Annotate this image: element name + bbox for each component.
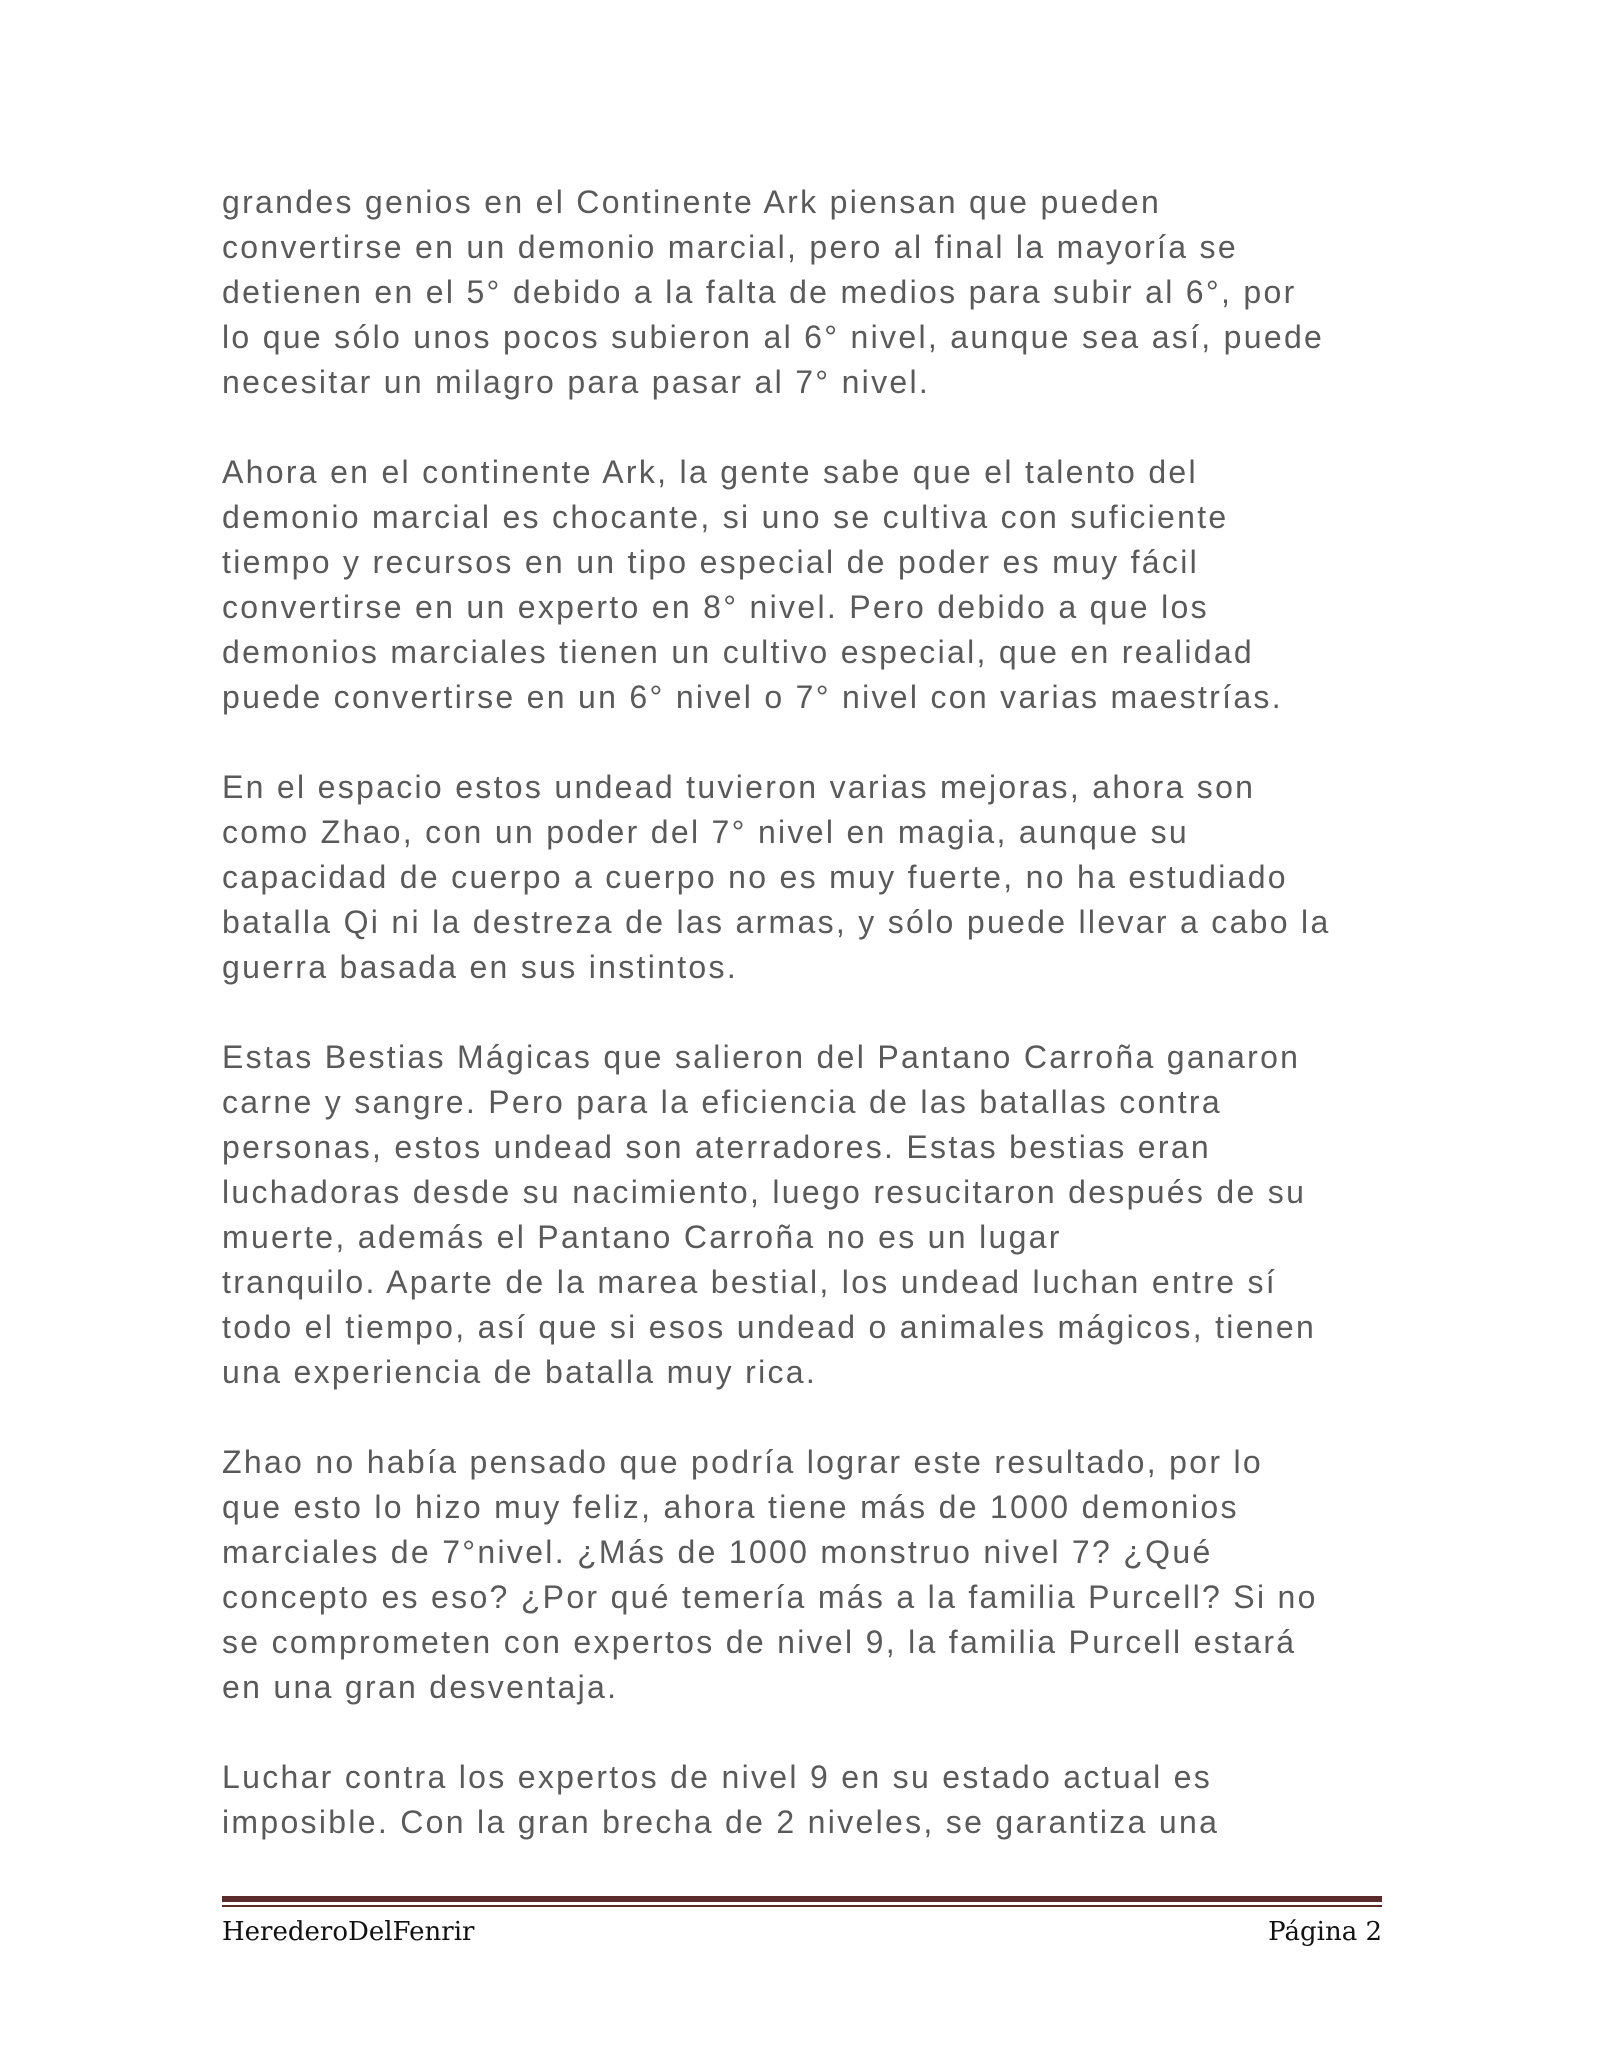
text-line: una experiencia de batalla muy rica.: [222, 1354, 818, 1390]
text-line: demonios marciales tienen un cultivo especial, que en realidad: [222, 634, 1255, 670]
page-footer: [222, 1910, 1382, 1954]
text-line: luchadoras desde su nacimiento, luego resucitaron después de su: [222, 1174, 1307, 1210]
text-line: tiempo y recursos en un tipo especial de poder es muy fácil: [222, 544, 1200, 580]
text-line: capacidad de cuerpo a cuerpo no es muy fuerte, no ha estudiado: [222, 859, 1288, 895]
footer-page-number: Página 2: [1268, 1917, 1382, 1947]
paragraph: [222, 1755, 1402, 1845]
text-line: como Zhao, con un poder del 7° nivel en magia, aunque su: [222, 814, 1190, 850]
paragraph: [222, 1440, 1402, 1710]
text-line: tranquilo. Aparte de la marea bestial, los undead luchan entre sí: [222, 1264, 1277, 1300]
text-line: puede convertirse en un 6° nivel o 7° nivel con varias maestrías.: [222, 679, 1283, 715]
text-line: guerra basada en sus instintos.: [222, 949, 739, 985]
paragraph: [222, 765, 1402, 990]
text-line: convertirse en un demonio marcial, pero al final la mayoría se: [222, 229, 1238, 265]
text-line: batalla Qi ni la destreza de las armas, y sólo puede llevar a cabo la: [222, 904, 1331, 940]
text-line: marciales de 7°nivel. ¿Más de 1000 monstruo nivel 7? ¿Qué: [222, 1534, 1213, 1570]
footer-author: HerederoDelFenrir: [222, 1917, 475, 1947]
paragraph: [222, 1035, 1402, 1395]
text-line: concepto es eso? ¿Por qué temería más a la familia Purcell? Si no: [222, 1579, 1318, 1615]
text-line: personas, estos undead son aterradores. Estas bestias eran: [222, 1129, 1212, 1165]
text-line: lo que sólo unos pocos subieron al 6° nivel, aunque sea así, puede: [222, 319, 1325, 355]
text-line: grandes genios en el Continente Ark piensan que pueden: [222, 184, 1162, 220]
text-line: todo el tiempo, así que si esos undead o animales mágicos, tienen: [222, 1309, 1317, 1345]
text-line: que esto lo hizo muy feliz, ahora tiene más de 1000 demonios: [222, 1489, 1239, 1525]
text-line: demonio marcial es chocante, si uno se cultiva con suficiente: [222, 499, 1229, 535]
text-line: Luchar contra los expertos de nivel 9 en su estado actual es: [222, 1759, 1213, 1795]
text-line: en una gran desventaja.: [222, 1669, 619, 1705]
footer-rule: [222, 1896, 1382, 1902]
text-line: Estas Bestias Mágicas que salieron del Pantano Carroña ganaron: [222, 1039, 1301, 1075]
footer-rule-thin: [222, 1905, 1382, 1907]
text-line: convertirse en un experto en 8° nivel. Pero debido a que los: [222, 589, 1209, 625]
text-line: Ahora en el continente Ark, la gente sabe que el talento del: [222, 454, 1198, 490]
body-text: [222, 180, 1402, 1890]
text-line: detienen en el 5° debido a la falta de medios para subir al 6°, por: [222, 274, 1297, 310]
paragraph: [222, 450, 1402, 720]
text-line: necesitar un milagro para pasar al 7° nivel.: [222, 364, 931, 400]
text-line: Zhao no había pensado que podría lograr este resultado, por lo: [222, 1444, 1264, 1480]
text-line: imposible. Con la gran brecha de 2 niveles, se garantiza una: [222, 1804, 1220, 1840]
text-line: se comprometen con expertos de nivel 9, la familia Purcell estará: [222, 1624, 1297, 1660]
text-line: muerte, además el Pantano Carroña no es un lugar: [222, 1219, 1062, 1255]
paragraph: [222, 180, 1402, 405]
text-line: carne y sangre. Pero para la eficiencia de las batallas contra: [222, 1084, 1222, 1120]
text-line: En el espacio estos undead tuvieron varias mejoras, ahora son: [222, 769, 1256, 805]
